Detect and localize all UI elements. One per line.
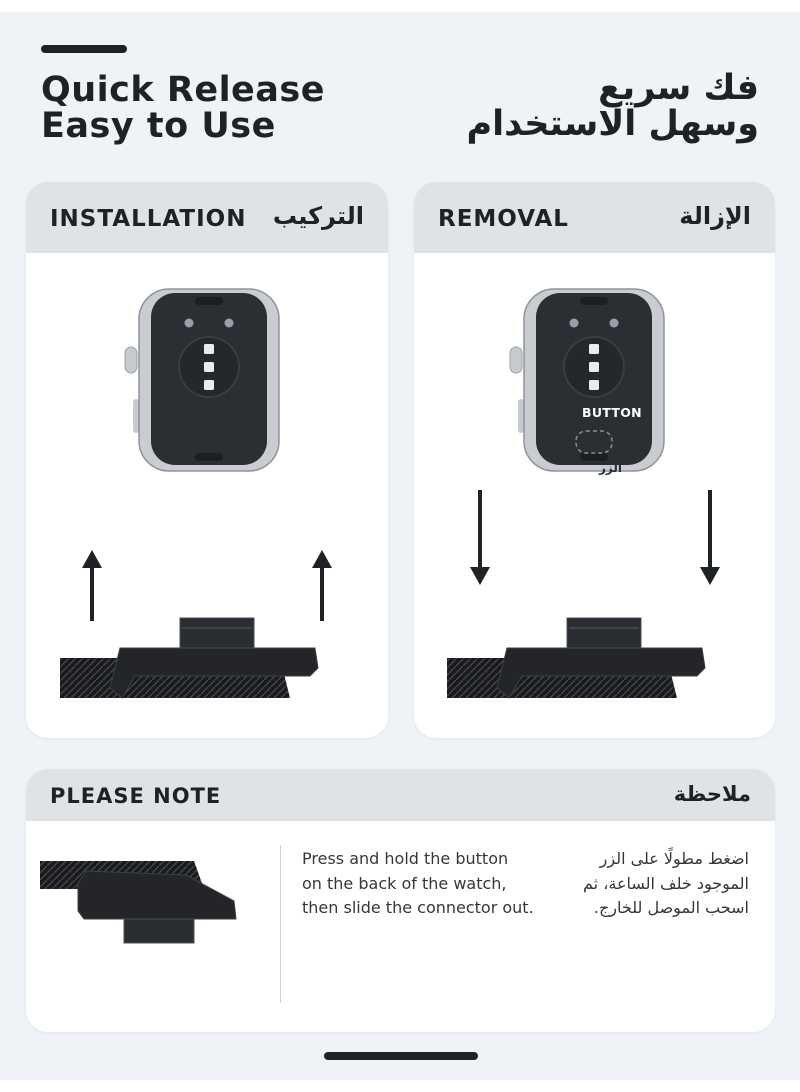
connector-lug (180, 618, 254, 648)
watch-sensor-dot (225, 319, 234, 328)
arrow-down-icon (700, 567, 720, 585)
watch-sensor-dot (185, 319, 194, 328)
connector-lug (124, 919, 194, 943)
watch-sensor-pad (204, 380, 214, 390)
watch-top-slot (580, 297, 608, 305)
watch-crown (510, 347, 522, 373)
watch-sensor-pad (204, 344, 214, 354)
connector-clamp (78, 871, 236, 919)
watch-sensor-pad (589, 380, 599, 390)
note-label-ar: ملاحظة (673, 782, 751, 806)
watch-back-illustration (125, 289, 279, 471)
installation-card (26, 182, 388, 738)
watch-back-illustration (510, 289, 664, 471)
watch-sensor-dot (570, 319, 579, 328)
watch-sensor-pad (589, 362, 599, 372)
removal-illustration (414, 253, 775, 738)
removal-header (414, 182, 775, 253)
removal-label-ar: الإزالة (679, 202, 751, 230)
watch-crown (125, 347, 137, 373)
arrow-down-icon (470, 567, 490, 585)
button-label-en: BUTTON (582, 405, 642, 420)
note-text-ar: اضغط مطولًا على الزر الموجود خلف الساعة، ثم اسحب الموصل للخارج. (583, 849, 749, 917)
watch-top-slot (195, 297, 223, 305)
installation-header (26, 182, 388, 253)
installation-label-ar: التركيب (272, 202, 364, 230)
note-label-en: PLEASE NOTE (50, 784, 222, 808)
title-ar-line2: وسهل الاستخدام (466, 104, 759, 144)
watch-sensor-dot (610, 319, 619, 328)
watch-bottom-slot (580, 453, 608, 461)
mesh-strap-connector-illustration (60, 618, 318, 698)
title-arabic (466, 70, 759, 142)
removal-arrows (470, 490, 720, 585)
note-header (26, 769, 775, 821)
installation-arrows (82, 550, 332, 621)
note-card (26, 769, 775, 1032)
watch-bottom-slot (195, 453, 223, 461)
page-background (0, 12, 800, 1080)
title-en-line2: Easy to Use (41, 106, 276, 146)
note-connector-illustration (26, 831, 276, 1031)
title-en-line1: Quick Release (41, 70, 325, 110)
installation-illustration (26, 253, 388, 738)
removal-label-en: REMOVAL (438, 206, 569, 232)
title-ar-line1: فك سريع (598, 68, 759, 108)
installation-label-en: INSTALLATION (50, 206, 247, 232)
connector-lug (567, 618, 641, 648)
watch-side-button (133, 399, 139, 433)
bottom-decorative-bar (324, 1052, 478, 1060)
title-english (41, 72, 325, 144)
note-text-en: Press and hold the button on the back of the watch, then slide the connector out. (302, 849, 534, 917)
mesh-strap-connector-illustration (40, 861, 236, 943)
removal-card (414, 182, 775, 738)
arrow-up-icon (312, 550, 332, 568)
watch-side-button (518, 399, 524, 433)
watch-sensor-pad (204, 362, 214, 372)
note-divider (280, 845, 281, 1003)
mesh-strap-connector-illustration (447, 618, 705, 698)
watch-sensor-pad (589, 344, 599, 354)
button-label-ar: الزر (599, 461, 622, 475)
arrow-up-icon (82, 550, 102, 568)
top-decorative-bar (41, 45, 127, 53)
